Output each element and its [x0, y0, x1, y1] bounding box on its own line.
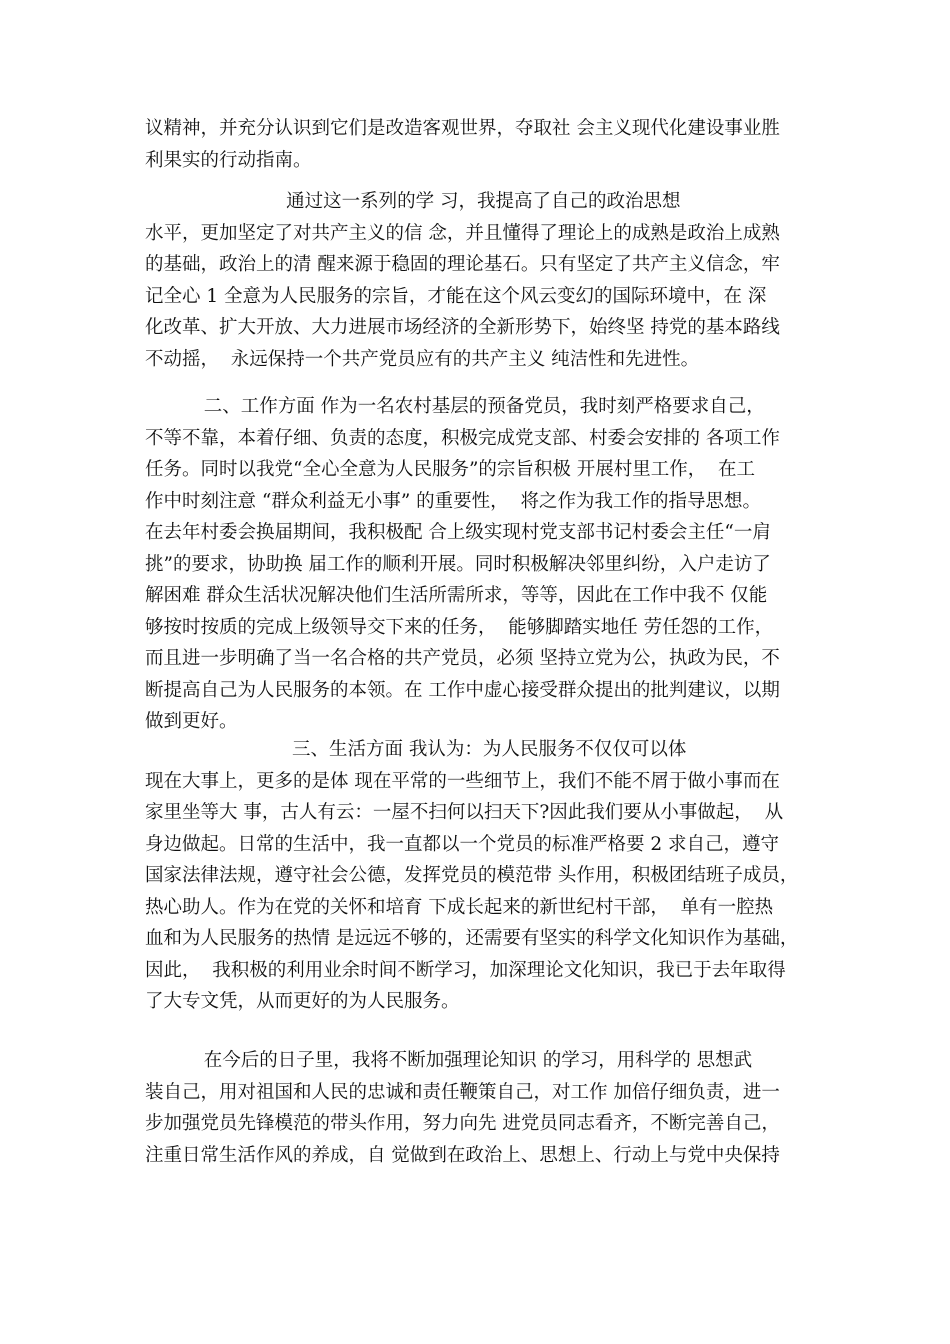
text-line: 三、生活方面 我认为：为人民服务不仅仅可以体 — [145, 739, 687, 760]
text-line: 不动摇， 永远保持一个共产党员应有的共产主义 纯洁性和先进性。 — [145, 348, 700, 370]
paragraph-study-summary — [145, 186, 825, 375]
paragraph-future-plan — [145, 1045, 825, 1171]
text-line: 作中时刻注意 “群众利益无小事” 的重要性， 将之作为我工作的指导思想。 — [145, 490, 761, 512]
text-line: 够按时按质的完成上级领导交下来的任务， 能够脚踏实地任 劳任怨的工作， — [145, 616, 774, 638]
text-line: 热心助人。作为在党的关怀和培育 下成长起来的新世纪村干部， 单有一腔热 — [145, 896, 774, 918]
text-line: 不等不靠，本着仔细、负责的态度，积极完成党支部、村委会安排的 各项工作 — [145, 427, 780, 449]
paragraph-life-section — [145, 734, 825, 1018]
text-line: 血和为人民服务的热情 是远远不够的，还需要有坚实的科学文化知识作为基础， — [145, 928, 799, 949]
text-line: 而且进一步明确了当一名合格的共产党员，必须 坚持立党为公，执政为民，不 — [145, 648, 780, 669]
text-line: 现在大事上，更多的是体 现在平常的一些细节上，我们不能不屑于做小事而在 — [145, 770, 780, 792]
text-line: 了大专文凭，从而更好的为人民服务。 — [145, 991, 460, 1012]
text-line: 的基础，政治上的清 醒来源于稳固的理论基石。只有坚定了共产主义信念，牢 — [145, 254, 780, 275]
text-line: 身边做起。日常的生活中，我一直都以一个党员的标准严格要 2 求自己，遵守 — [145, 833, 780, 855]
text-line: 步加强党员先锋模范的带头作用，努力向先 进党员同志看齐，不断完善自己， — [145, 1113, 780, 1134]
text-line: 通过这一系列的学 习，我提高了自己的政治思想 — [145, 191, 681, 212]
text-line: 二、工作方面 作为一名农村基层的预备党员，我时刻严格要求自己， — [145, 396, 765, 417]
paragraph-work-section — [145, 391, 825, 738]
text-line: 记全心 1 全意为人民服务的宗旨，才能在这个风云变幻的国际环境中，在 深 — [145, 285, 767, 307]
text-line: 在去年村委会换届期间，我积极配 合上级实现村党支部书记村委会主任“一肩 — [145, 522, 771, 543]
text-line: 解困难 群众生活状况解决他们生活所需所求，等等，因此在工作中我不 仅能 — [145, 585, 768, 606]
text-line: 因此， 我积极的利用业余时间不断学习，加深理论文化知识，我已于去年取得 — [145, 959, 786, 981]
text-line: 在今后的日子里，我将不断加强理论知识 的学习，用科学的 思想武 — [145, 1050, 753, 1071]
text-line: 议精神，并充分认识到它们是改造客观世界，夺取社 会主义现代化建设事业胜 — [145, 118, 780, 139]
text-line: 利果实的行动指南。 — [145, 149, 312, 171]
text-line: 挑”的要求，协助换 届工作的顺利开展。同时积极解决邻里纠纷，入户走访了 — [145, 553, 771, 575]
text-line: 装自己，用对祖国和人民的忠诚和责任鞭策自己，对工作 加倍仔细负责，进一 — [145, 1081, 780, 1103]
text-line: 国家法律法规，遵守社会公德，发挥党员的模范带 头作用，积极团结班子成员， — [145, 865, 799, 886]
text-line: 水平，更加坚定了对共产主义的信 念，并且懂得了理论上的成熟是政治上成熟 — [145, 222, 780, 244]
text-line: 化改革、扩大开放、大力进展市场经济的全新形势下，始终坚 持党的基本路线 — [145, 317, 780, 338]
text-line: 做到更好。 — [145, 711, 238, 732]
text-line: 任务。同时以我党“全心全意为人民服务”的宗旨积极 开展村里工作， 在工 — [145, 459, 756, 480]
text-line: 断提高自己为人民服务的本领。在 工作中虚心接受群众提出的批判建议，以期 — [145, 679, 780, 701]
text-line: 注重日常生活作风的养成，自 觉做到在政治上、思想上、行动上与党中央保持 — [145, 1144, 780, 1166]
paragraph-continuation — [145, 113, 825, 176]
text-line: 家里坐等大 事，古人有云：一屋不扫何以扫天下?因此我们要从小事做起， 从 — [145, 802, 784, 823]
